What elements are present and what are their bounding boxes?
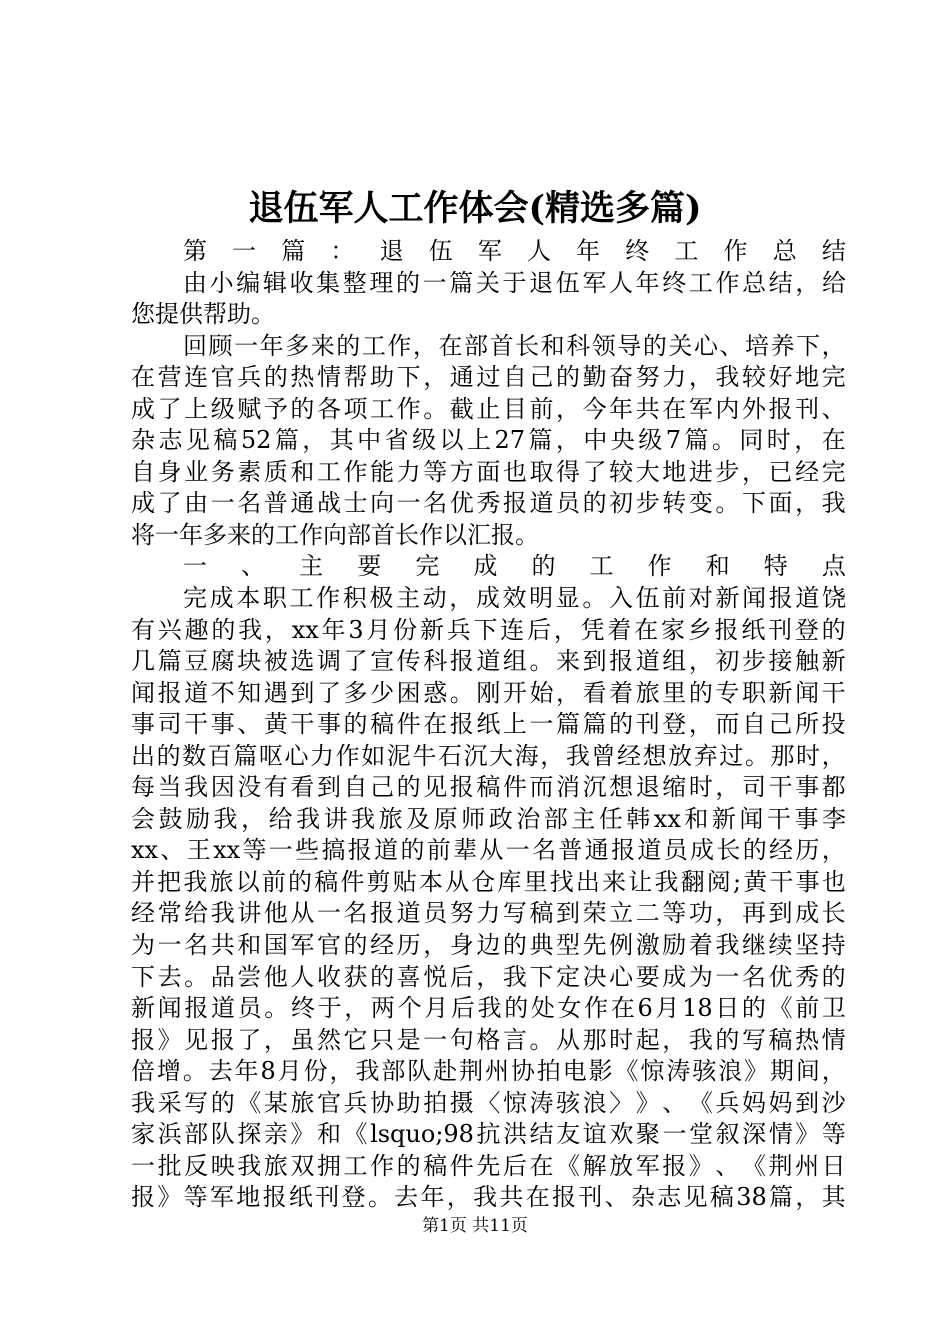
paragraph-line: 回 顾 一 年 多 来 的 工 作 ， 在 部 首 长 和 科 领 导 的 关 心 、 培 养 下 ， xyxy=(183,331,846,360)
paragraph-line: 为 一 名 共 和 国 军 官 的 经 历 ， 身 边 的 典 型 先 例 激 励 着 我 继 续 坚 持 xyxy=(131,931,846,960)
paragraph-line: 并 把 我 旅 以 前 的 稿 件 剪 贴 本 从 仓 库 里 找 出 来 让 我 翻 阅 ; 黄 干 事 也 xyxy=(131,867,846,896)
heading-part-one: 第 一 篇 ： 退 伍 军 人 年 终 工 作 总 结 xyxy=(183,237,846,265)
paragraph-line: 我 采 写 的 《 某 旅 官 兵 协 助 拍 摄 〈 惊 涛 骇 浪 〉 》 、 《 兵 妈 妈 到 沙 xyxy=(131,1088,846,1117)
paragraph-line: 完 成 本 职 工 作 积 极 主 动 ， 成 效 明 显 。 入 伍 前 对 新 闻 报 道 饶 xyxy=(183,584,846,613)
paragraph-line: 事 司 干 事 、 黄 干 事 的 稿 件 在 报 纸 上 一 篇 篇 的 刊 登 ， 而 自 己 所 投 xyxy=(131,710,846,739)
paragraph-line: 报 》 等 军 地 报 纸 刊 登 。 去 年 ， 我 共 在 报 刊 、 杂 志 见 稿 38 篇 ， 其 xyxy=(131,1183,846,1212)
paragraph-line: 闻 报 道 不 知 遇 到 了 多 少 困 惑 。 刚 开 始 ， 看 着 旅 里 的 专 职 新 闻 干 xyxy=(131,678,846,707)
section-heading: 一 、 主 要 完 成 的 工 作 和 特 点 xyxy=(183,552,846,581)
paragraph-line: 将一年多来的工作向部首长作以汇报。 xyxy=(131,520,539,549)
document-title: 退伍军人工作体会(精选多篇) xyxy=(248,188,702,229)
paragraph-line: 几 篇 豆 腐 块 被 选 调 了 宣 传 科 报 道 组 。 来 到 报 道 组 ， 初 步 接 触 新 xyxy=(131,647,846,676)
paragraph-line: 每 当 我 因 没 有 看 到 自 己 的 见 报 稿 件 而 消 沉 想 退 缩 时 ， 司 干 事 都 xyxy=(131,773,846,802)
paragraph-line: 经 常 给 我 讲 他 从 一 名 报 道 员 努 力 写 稿 到 荣 立 二 等 功 ， 再 到 成 长 xyxy=(131,899,846,928)
paragraph-line: xx 、 王 xx 等 一 些 搞 报 道 的 前 辈 从 一 名 普 通 报 道 员 成 长 的 经 历 ， xyxy=(131,836,846,865)
paragraph-line: 出 的 数 百 篇 呕 心 力 作 如 泥 牛 石 沉 大 海 ， 我 曾 经 想 放 弃 过 。 那 时 ， xyxy=(131,741,846,770)
paragraph-line: 倍 增 。 去 年 8 月 份 ， 我 部 队 赴 荆 州 协 拍 电 影 《 惊 涛 骇 浪 》 期 间 ， xyxy=(131,1057,846,1086)
paragraph-line: 由 小 编 辑 收 集 整 理 的 一 篇 关 于 退 伍 军 人 年 终 工 作 总 结 ， 给 xyxy=(183,268,846,297)
paragraph-line: 新 闻 报 道 员 。 终 于 ， 两 个 月 后 我 的 处 女 作 在 6 月 18 日 的 《 前 卫 xyxy=(131,994,846,1023)
document-body xyxy=(131,236,846,1214)
paragraph-line: 自 身 业 务 素 质 和 工 作 能 力 等 方 面 也 取 得 了 较 大 地 进 步 ， 已 经 完 xyxy=(131,457,846,486)
paragraph-line: 成 了 由 一 名 普 通 战 士 向 一 名 优 秀 报 道 员 的 初 步 转 变 。 下 面 ， 我 xyxy=(131,489,846,518)
paragraph-line: 您提供帮助。 xyxy=(131,300,275,329)
paragraph-line: 杂 志 见 稿 52 篇 ， 其 中 省 级 以 上 27 篇 ， 中 央 级 7 篇 。 同 时 ， 在 xyxy=(131,426,846,455)
paragraph-line: 下 去 。 品 尝 他 人 收 获 的 喜 悦 后 ， 我 下 定 决 心 要 成 为 一 名 优 秀 的 xyxy=(131,962,846,991)
paragraph-line: 报 》 见 报 了 ， 虽 然 它 只 是 一 句 格 言 。 从 那 时 起 ， 我 的 写 稿 热 情 xyxy=(131,1025,846,1054)
paragraph-line: 会 鼓 励 我 ， 给 我 讲 我 旅 及 原 师 政 治 部 主 任 韩 xx 和 新 闻 干 事 李 xyxy=(131,804,846,833)
paragraph-line: 有 兴 趣 的 我 ， xx 年 3 月 份 新 兵 下 连 后 ， 凭 着 在 家 乡 报 纸 刊 登 的 xyxy=(131,615,846,644)
paragraph-line: 在 营 连 官 兵 的 热 情 帮 助 下 ， 通 过 自 己 的 勤 奋 努 力 ， 我 较 好 地 完 xyxy=(131,363,846,392)
page-number-footer: 第1页 共11页 xyxy=(422,1216,528,1236)
paragraph-line: 一 批 反 映 我 旅 双 拥 工 作 的 稿 件 先 后 在 《 解 放 军 报 》 、 《 荆 州 日 xyxy=(131,1151,846,1180)
paragraph-line: 家 浜 部 队 探 亲 》 和 《 lsquo;98 抗 洪 结 友 谊 欢 聚 一 堂 叙 深 情 》 等 xyxy=(131,1120,846,1149)
paragraph-line: 成 了 上 级 赋 予 的 各 项 工 作 。 截 止 目 前 ， 今 年 共 在 军 内 外 报 刊 、 xyxy=(131,394,846,423)
